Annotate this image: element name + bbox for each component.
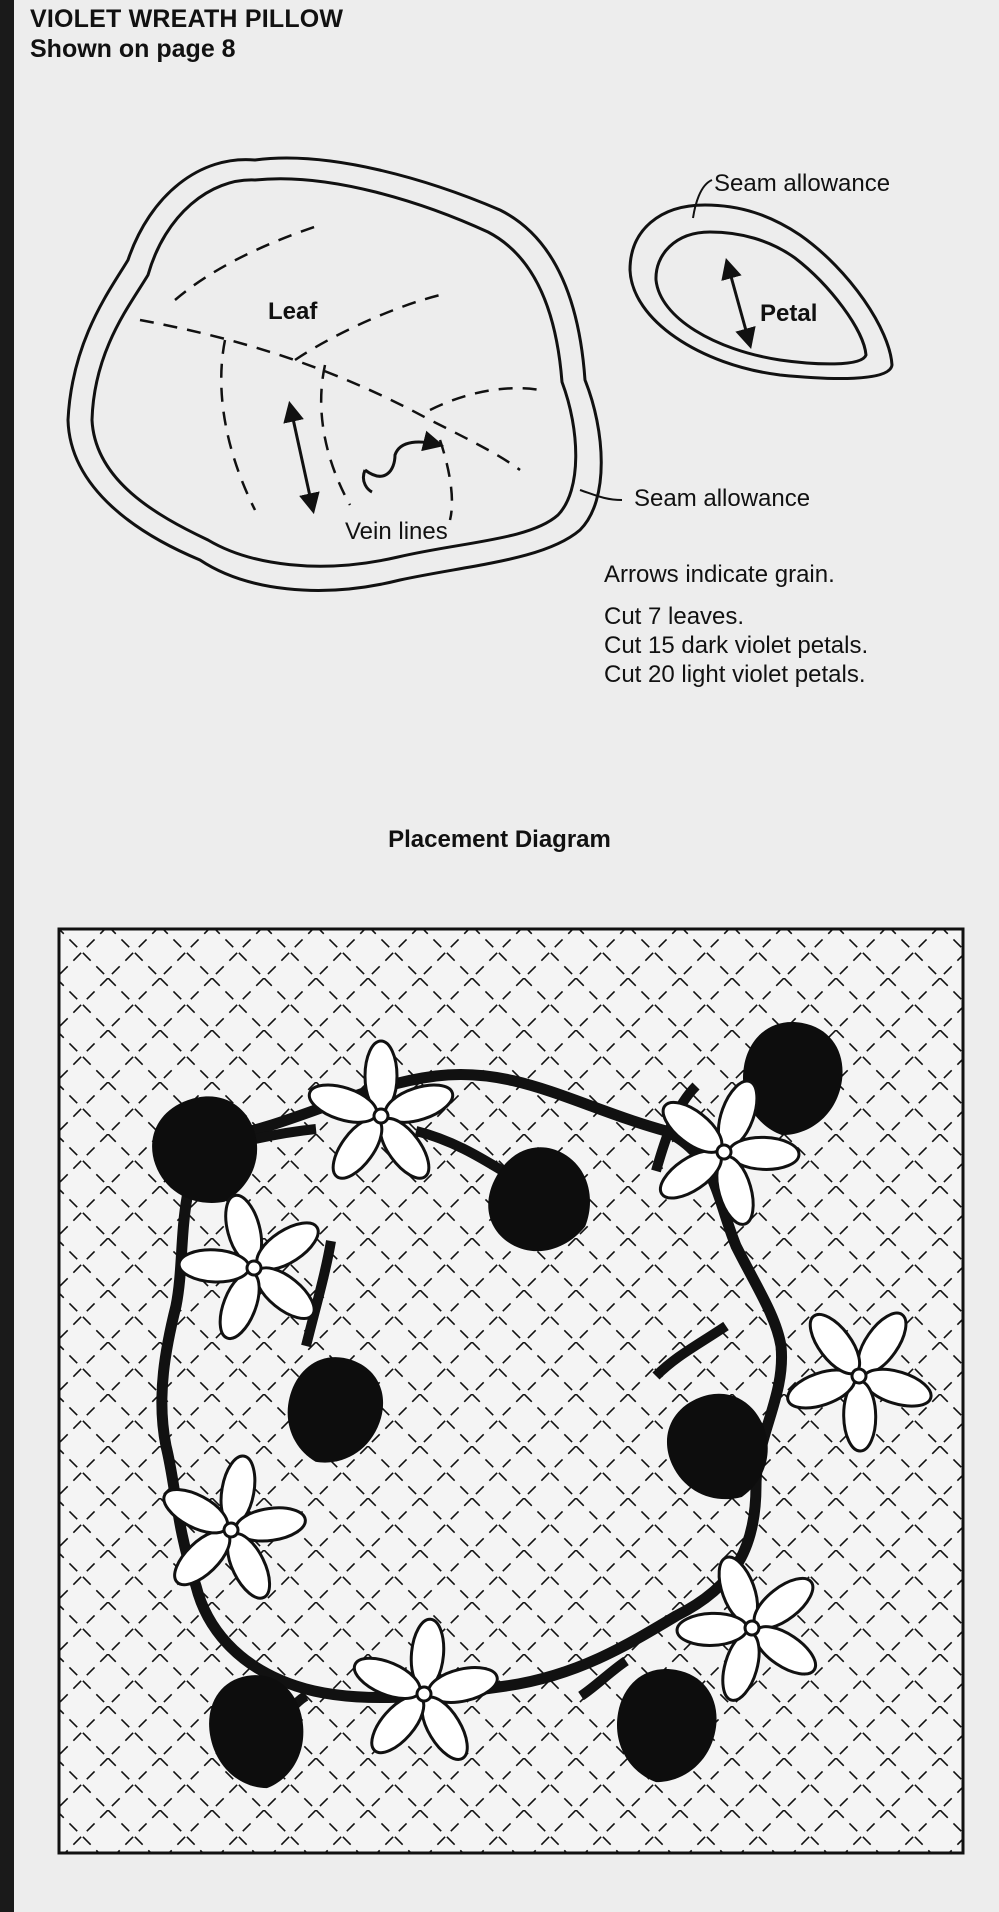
seam-allowance-label-leaf: Seam allowance [634,485,811,512]
page-subtitle: Shown on page 8 [30,35,236,63]
vein-lines-label: Vein lines [345,518,448,545]
petal-seam-outline [630,205,892,379]
placement-diagram [56,926,966,1856]
leaf-vein-lines [140,225,540,520]
cut-line: Cut 15 dark violet petals. [604,632,869,659]
cutting-instructions [604,560,868,689]
leaf-grain-arrow [290,405,313,510]
vein-pointer [365,442,440,476]
leaf-label: Leaf [268,298,318,325]
cut-line: Cut 7 leaves. [604,603,745,630]
leaf-cut-outline [92,179,576,566]
cut-line: Cut 20 light violet petals. [604,661,866,688]
placement-diagram-title: Placement Diagram [388,826,611,853]
page-title: VIOLET WREATH PILLOW [30,5,344,33]
seam-allowance-label-petal: Seam allowance [714,170,891,197]
petal-grain-arrow [727,262,750,345]
petal-label: Petal [760,300,818,327]
grain-note: Arrows indicate grain. [604,561,835,588]
